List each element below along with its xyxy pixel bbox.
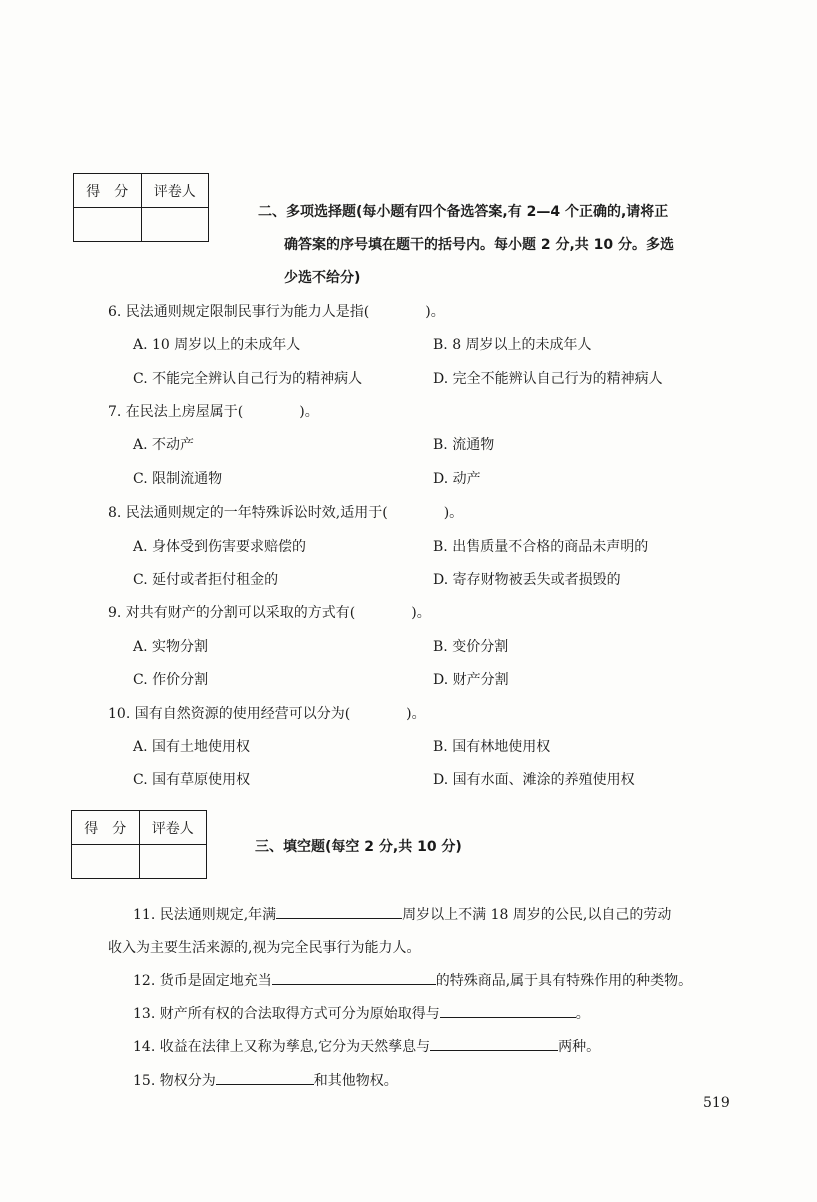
answer-blank-14[interactable] xyxy=(430,1036,558,1051)
question-12 xyxy=(133,970,692,990)
section2-header-line3: 少选不给分) xyxy=(284,270,361,286)
question-8-option-d: D. 寄存财物被丢失或者损毁的 xyxy=(433,572,621,588)
question-12-text-b: 的特殊商品,属于具有特殊作用的种类物。 xyxy=(435,973,693,989)
score-cell xyxy=(74,208,142,242)
score-label: 得 分 xyxy=(74,174,142,208)
question-10-option-a: A. 国有土地使用权 xyxy=(133,739,251,755)
question-6-stem: 6. 民法通则规定限制民事行为能力人是指( )。 xyxy=(108,304,445,320)
reviewer-label: 评卷人 xyxy=(141,174,209,208)
question-11-line2: 收入为主要生活来源的,视为完全民事行为能力人。 xyxy=(108,940,421,956)
answer-blank-12[interactable] xyxy=(272,970,436,985)
question-7-option-b: B. 流通物 xyxy=(433,437,495,453)
question-11-line1 xyxy=(133,904,671,924)
answer-blank-11[interactable] xyxy=(276,904,402,919)
question-10-option-b: B. 国有林地使用权 xyxy=(433,739,551,755)
question-11-text-a: 11. 民法通则规定,年满 xyxy=(133,907,277,923)
question-7-option-a: A. 不动产 xyxy=(133,437,195,453)
question-8-option-a: A. 身体受到伤害要求赔偿的 xyxy=(133,539,307,555)
section2-header-line2: 确答案的序号填在题干的括号内。每小题 2 分,共 10 分。多选 xyxy=(284,237,675,253)
score-box-1 xyxy=(73,173,209,242)
question-6-option-d: D. 完全不能辨认自己行为的精神病人 xyxy=(433,371,663,387)
question-9-stem: 9. 对共有财产的分割可以采取的方式有( )。 xyxy=(108,605,431,621)
question-9-option-a: A. 实物分割 xyxy=(133,639,209,655)
question-14-text-b: 两种。 xyxy=(558,1039,601,1055)
question-13-text-b: 。 xyxy=(575,1006,590,1022)
question-6-option-b: B. 8 周岁以上的未成年人 xyxy=(433,337,592,353)
question-8-option-c: C. 延付或者拒付租金的 xyxy=(133,572,279,588)
question-9-option-c: C. 作价分割 xyxy=(133,672,209,688)
question-7-option-d: D. 动产 xyxy=(433,471,481,487)
reviewer-cell xyxy=(139,845,207,879)
question-14-text-a: 14. 收益在法律上又称为孳息,它分为天然孳息与 xyxy=(133,1039,431,1055)
question-13 xyxy=(133,1003,590,1023)
question-10-stem: 10. 国有自然资源的使用经营可以分为( )。 xyxy=(108,706,426,722)
section2-header-line1: 二、多项选择题(每小题有四个备选答案,有 2—4 个正确的,请将正 xyxy=(258,204,669,220)
question-7-option-c: C. 限制流通物 xyxy=(133,471,223,487)
question-12-text-a: 12. 货币是固定地充当 xyxy=(133,973,272,989)
question-8-stem: 8. 民法通则规定的一年特殊诉讼时效,适用于( )。 xyxy=(108,505,464,521)
question-6-option-c: C. 不能完全辨认自己行为的精神病人 xyxy=(133,371,363,387)
question-7-stem: 7. 在民法上房屋属于( )。 xyxy=(108,404,319,420)
answer-blank-13[interactable] xyxy=(440,1003,576,1018)
question-11-text-b: 周岁以上不满 18 周岁的公民,以自己的劳动 xyxy=(402,907,672,923)
answer-blank-15[interactable] xyxy=(216,1070,314,1085)
page-number: 519 xyxy=(703,1095,730,1111)
question-9-option-d: D. 财产分割 xyxy=(433,672,509,688)
score-cell xyxy=(72,845,140,879)
question-8-option-b: B. 出售质量不合格的商品未声明的 xyxy=(433,539,649,555)
reviewer-label: 评卷人 xyxy=(139,811,207,845)
question-15-text-b: 和其他物权。 xyxy=(313,1073,398,1089)
score-box-2 xyxy=(71,810,207,879)
score-label: 得 分 xyxy=(72,811,140,845)
question-6-option-a: A. 10 周岁以上的未成年人 xyxy=(133,337,301,353)
question-15-text-a: 15. 物权分为 xyxy=(133,1073,216,1089)
question-14 xyxy=(133,1036,600,1056)
question-13-text-a: 13. 财产所有权的合法取得方式可分为原始取得与 xyxy=(133,1006,440,1022)
question-10-option-c: C. 国有草原使用权 xyxy=(133,772,251,788)
question-15 xyxy=(133,1070,398,1090)
reviewer-cell xyxy=(141,208,209,242)
question-9-option-b: B. 变价分割 xyxy=(433,639,509,655)
question-10-option-d: D. 国有水面、滩涂的养殖使用权 xyxy=(433,772,635,788)
section3-header: 三、填空题(每空 2 分,共 10 分) xyxy=(255,839,462,855)
